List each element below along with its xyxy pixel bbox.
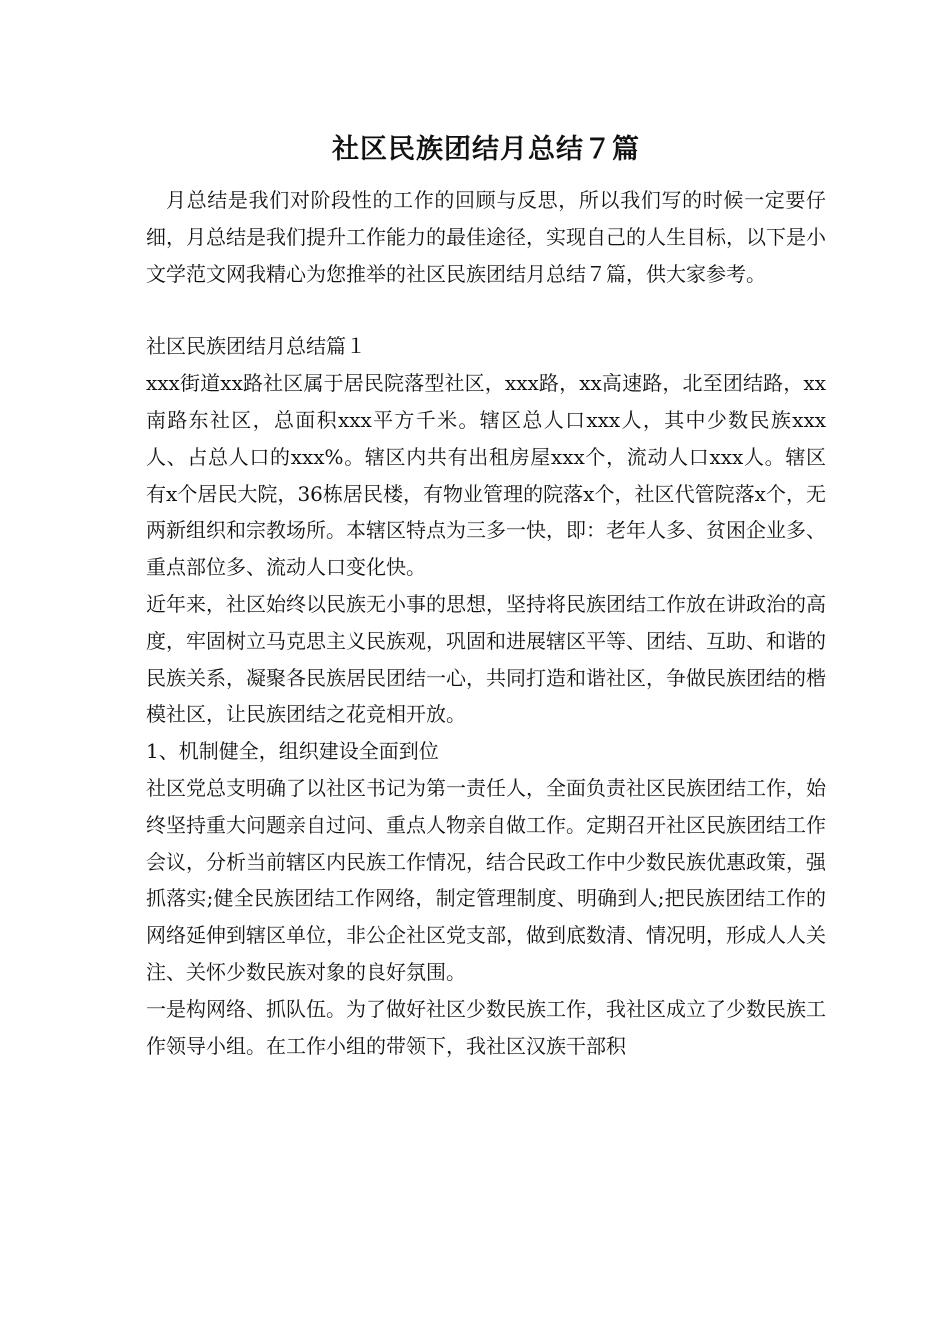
subheading-mechanism: 1、机制健全，组织建设全面到位 <box>146 739 439 764</box>
paragraph-spacer <box>146 292 826 328</box>
document-title: 社区民族团结月总结７篇 <box>332 134 640 165</box>
intro-paragraph: 月总结是我们对阶段性的工作的回顾与反思，所以我们写的时候一定要仔细，月总结是我们提升工作能力的最佳途径，实现自己的人生目标，以下是小文学范文网我精心为您推举的社区民族团结月总结７篇，供大家参考。 <box>146 188 826 286</box>
body-paragraph-3: 社区党总支明确了以社区书记为第一责任人，全面负责社区民族团结工作，始终坚持重大问题亲自过问、重点人物亲自做工作。定期召开社区民族团结工作会议，分析当前辖区内民族工作情况，结合民政工作中少数民族优惠政策，强抓落实;健全民族团结工作网络，制定管理制度、明确到人;把民族团结工作的网络延伸到辖区单位，非公企社区党支部，做到底数清、情况明，形成人人关注、关怀少数民族对象的良好氛围。 <box>146 775 826 984</box>
body-paragraph-1: xxx街道xx路社区属于居民院落型社区，xxx路，xx高速路，北至团结路，xx南路东社区，总面积xxx平方千米。辖区总人口xxx人，其中少数民族xxx人、占总人口的xxx%。辖区内共有出租房屋xxx个，流动人口xxx人。辖区有x个居民大院，36栋居民楼，有物业管理的院落x个，社区代管院落x个，无两新组织和宗教场所。本辖区特点为三多一快，即：老年人多、贫困企业多、重点部位多、流动人口变化快。 <box>146 371 826 580</box>
document-body <box>146 128 826 1064</box>
section-heading: 社区民族团结月总结篇１ <box>146 334 366 359</box>
body-paragraph-2: 近年来，社区始终以民族无小事的思想，坚持将民族团结工作放在讲政治的高度，牢固树立马克思主义民族观，巩固和进展辖区平等、团结、互助、和谐的民族关系，凝聚各民族居民团结一心，共同打造和谐社区，争做民族团结的楷模社区，让民族团结之花竞相开放。 <box>146 591 826 727</box>
body-paragraph-4: 一是构网络、抓队伍。为了做好社区少数民族工作，我社区成立了少数民族工作领导小组。在工作小组的带领下，我社区汉族干部积 <box>146 996 826 1058</box>
